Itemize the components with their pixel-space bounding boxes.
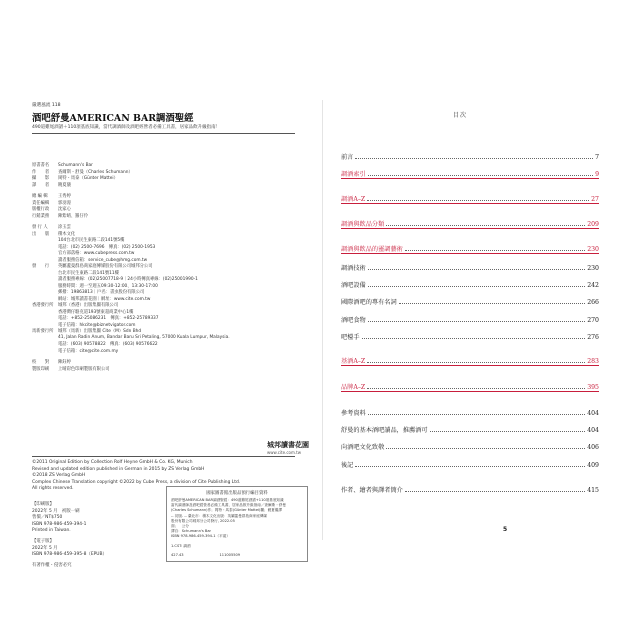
toc-title: 品牌A–Z: [341, 383, 366, 391]
info-label: 總 編 輯: [32, 194, 48, 200]
info-label: 攝 影: [32, 176, 50, 182]
toc-title: 基酒A–Z: [341, 358, 366, 366]
toc-page: 404: [587, 409, 599, 417]
toc-title: 參考資料: [341, 409, 366, 417]
toc-title: 調酒A–Z: [341, 195, 366, 203]
info-label: 校 對: [32, 360, 50, 366]
info-value: 41, Jalan Radin Anum, Bandar Baru Sri Petaling, 57000 Kuala Lumpur, Malaysia.: [58, 335, 230, 341]
copyright-rule: [32, 456, 295, 457]
toc-title: 調酒與飲品分類: [341, 221, 385, 229]
cip-line: 1.CST: 調酒: [171, 543, 191, 548]
contents-page: [322, 100, 627, 540]
info-label: 製版印刷: [32, 366, 50, 372]
info-row: [32, 366, 292, 373]
info-value: 讀者服務專線：(02)25007718-9｜24小時傳真專線：(02)25001990-1: [58, 277, 198, 283]
info-value: 上晴彩色印刷製版有限公司: [58, 366, 110, 372]
toc-leader: [405, 491, 585, 492]
info-value: 岡特・馬泰（Günter Mattei）: [58, 176, 118, 182]
page-number: 5: [503, 526, 508, 533]
toc-title: 調酒與飲品的靈調藝術: [341, 246, 403, 254]
info-value: 讀者服務信箱：service_cube@hmg.com.tw: [58, 257, 148, 263]
toc-title: 後記: [341, 461, 354, 469]
info-value: Schumann's Bar: [58, 162, 93, 168]
toc-entry: [341, 144, 599, 161]
edition-line: 【電子版】: [32, 538, 54, 544]
info-label: 馬新發行所: [32, 329, 54, 335]
edition-line: 2022年 5 月: [32, 545, 58, 551]
toc-spacer: [341, 469, 599, 477]
copyright-line: Complex Chinese Translation copyright ©2022 by Cube Press, a division of Cite Publishing Ltd.: [32, 479, 241, 485]
toc-page: 9: [595, 170, 599, 178]
toc-spacer: [341, 366, 599, 374]
toc-title: 向酒吧文化致敬: [341, 444, 385, 452]
toc-leader: [368, 175, 593, 176]
info-value: 城邦（馬新）出版集團 Cite（M）Sdn Bhd: [58, 329, 142, 335]
cip-line: 面； 公分: [171, 524, 189, 529]
cip-line: ISBN 978-986-459-394-1（平裝）: [171, 534, 230, 539]
toc-leader: [355, 158, 593, 159]
info-label: 譯 者: [32, 182, 50, 188]
toc-page: 266: [587, 299, 599, 307]
edition-line: 有著作權・侵害必究: [32, 562, 72, 568]
info-value: 電話：+852-25086231 傳真：+852-25789337: [58, 316, 159, 322]
publisher-logo: 城邦讀書花園: [267, 440, 309, 449]
edition-line: 售價／NT$750: [32, 515, 63, 521]
toc-page: 27: [591, 195, 599, 203]
toc-page: 7: [595, 154, 599, 162]
toc-title: 酒吧設備: [341, 282, 366, 290]
toc-entry: [341, 254, 599, 271]
toc-title: 調酒索引: [341, 170, 366, 178]
edition-info: [32, 502, 107, 569]
toc-page: 409: [587, 461, 599, 469]
info-value: 服務時間：週一至週五09:30-12:00、13:30-17:00: [58, 283, 158, 289]
copyright-line: Revised and updated edition published in German in 2015 by ZS Verlag GmbH: [32, 466, 205, 472]
cip-line: 當代調酒師及酒吧經營者必備工具書，居家品飲升級指南／查爾斯・舒曼: [171, 503, 286, 508]
toc-title: 調酒技術: [341, 264, 366, 272]
edition-line: ISBN 978-986-459-395-8（EPUB）: [32, 552, 107, 558]
info-value: 台北市民生東路二段141號11樓: [58, 270, 119, 276]
info-value: 陳紫晴、羅仔伶: [58, 213, 89, 219]
book-subtitle: 490道雞尾酒譜＋110項基底知識，當代調酒師及酒吧經營者必備工具書，居家品飲升級指南！: [32, 125, 221, 130]
toc-leader: [367, 362, 585, 363]
toc-leader: [368, 269, 585, 270]
info-label: 作 者: [32, 169, 50, 175]
publication-info: [32, 162, 292, 372]
toc-leader: [355, 466, 585, 467]
toc-page: 395: [587, 383, 599, 391]
toc-page: 415: [587, 487, 599, 495]
edition-line: Printed in Taiwan.: [32, 528, 71, 534]
info-value: 郵撥：19863813｜戶名：書虫股份有限公司: [58, 290, 145, 296]
cip-line: 酒吧舒曼AMERICAN BAR調酒聖經：490道雞尾酒譜+110項基底知識: [171, 498, 284, 502]
info-value: 郭羽漫: [58, 200, 71, 206]
info-value: 饒夏儀: [58, 182, 71, 188]
info-value: 電子信箱：hkcite@biznetvigator.com: [58, 322, 136, 328]
info-value: 積木文化: [58, 231, 76, 237]
toc-page: 404: [587, 427, 599, 435]
toc-leader: [386, 225, 585, 226]
toc-leader: [399, 303, 586, 304]
toc-entry: [341, 272, 599, 289]
info-label: 發 行: [32, 264, 50, 270]
toc-title: 前言: [341, 154, 354, 162]
cip-line: (Charles Schumann)作；岡特・馬泰(Günter Mattei)攝；饒夏儀譯: [171, 508, 282, 513]
toc-entry: [341, 434, 599, 451]
toc-leader: [368, 286, 585, 287]
toc-page: 276: [587, 333, 599, 341]
toc-spacer: [341, 179, 599, 187]
cip-box: [166, 486, 308, 562]
title-rule: [32, 133, 295, 134]
toc-entry: [341, 237, 599, 254]
info-label: 責任編輯: [32, 200, 50, 206]
toc-spacer: [341, 341, 599, 349]
info-label: 出 版: [32, 231, 50, 237]
toc-title: 舒曼的基本酒吧讀品，推薦酒可: [341, 427, 428, 435]
toc-spacer: [341, 204, 599, 212]
toc-page: 242: [587, 282, 599, 290]
toc-spacer: [341, 229, 599, 237]
info-value: 王秀婷: [58, 194, 71, 200]
info-value: 香港灣仔駱克道193號東超商業中心1樓: [58, 309, 134, 315]
toc-entry: [341, 417, 599, 434]
cip-line: 股份有限公司城邦分公司發行, 2022.05: [171, 518, 235, 523]
cip-title: 國家圖書館出版品預行編目資料: [206, 491, 268, 496]
edition-line: 【印刷版】: [32, 502, 54, 507]
toc-entry: [341, 324, 599, 341]
info-value: 英屬蓋曼群島商家庭傳媒股份有限公司城邦分公司: [58, 264, 153, 270]
toc-page: 406: [587, 444, 599, 452]
toc-title: 國際酒吧的專有名詞: [341, 299, 397, 307]
contents-heading: 目次: [453, 112, 468, 119]
toc-leader: [367, 200, 589, 201]
info-value: 網站：城邦讀書花園｜網址：www.cite.com.tw: [58, 296, 151, 302]
info-value: 電子信箱：cite@cite.com.my: [58, 348, 119, 354]
toc-entry: [341, 161, 599, 178]
toc-page: 230: [587, 264, 599, 272]
copyright-line: ©2011 Original Edition by Collection Rolf Heyne GmbH & Co. KG, Munich: [32, 460, 193, 465]
edition-line: 2022年 5 月 初版一刷: [32, 508, 80, 514]
toc-entry: [341, 451, 599, 468]
book-title: 酒吧舒曼AMERICAN BAR調酒聖經: [32, 113, 194, 124]
cip-line: -- 初版. -- 臺北市：積木文化出版：英屬蓋曼群島商家庭傳媒: [171, 513, 268, 518]
edition-line: ISBN 978-986-459-394-1: [32, 521, 87, 527]
cip-line: 427.43 111005509: [171, 552, 241, 557]
toc-leader: [405, 250, 585, 251]
table-of-contents: [341, 144, 599, 494]
info-value: 陳鈺婷: [58, 360, 71, 366]
copyright-line: All rights reserved.: [32, 486, 74, 492]
toc-entry: [341, 212, 599, 229]
info-value: 沈家心: [58, 207, 71, 213]
info-label: 版權行政: [32, 207, 50, 213]
toc-leader: [362, 338, 586, 339]
info-value: 電話：(02) 2500-7696 傳真：(02) 2500-1953: [58, 244, 156, 250]
copyright-page: [14, 100, 319, 568]
toc-entry: [341, 374, 599, 391]
toc-leader: [430, 431, 586, 432]
toc-leader: [368, 321, 585, 322]
toc-entry: [341, 400, 599, 417]
info-label: 行銷業務: [32, 213, 50, 219]
info-value: 城邦（香港）出版集團有限公司: [58, 303, 119, 309]
info-value: 電話：(603) 90578822 傳真：(603) 90576622: [58, 342, 158, 348]
toc-leader: [368, 414, 585, 415]
toc-page: 230: [587, 246, 599, 254]
toc-leader: [367, 388, 585, 389]
toc-leader: [386, 448, 585, 449]
toc-page: 270: [587, 316, 599, 324]
info-value: 官方部落格：www.cubepress.com.tw: [58, 251, 135, 257]
cip-lines: [171, 498, 303, 558]
publisher-url: www.cite.com.tw: [267, 450, 301, 455]
copyright-line: ©2018 ZS Verlag GmbH: [32, 473, 86, 479]
toc-title: 酒吧食物: [341, 316, 366, 324]
info-value: 查爾斯・舒曼（Charles Schumann）: [58, 169, 133, 175]
toc-entry: [341, 349, 599, 366]
toc-entry: [341, 306, 599, 323]
toc-entry: [341, 187, 599, 204]
series-label: 嚴選風流 118: [32, 103, 61, 108]
toc-page: 283: [587, 358, 599, 366]
toc-title: 吧檯手: [341, 333, 360, 341]
info-label: 發 行 人: [32, 225, 48, 231]
toc-entry: [341, 289, 599, 306]
cip-line: 譯自：Schumann's Bar: [171, 529, 211, 534]
info-value: 涂玉雲: [58, 225, 71, 231]
toc-title: 作者、繪者與譯者簡介: [341, 487, 403, 495]
toc-entry: [341, 477, 599, 494]
info-label: 原書書名: [32, 163, 50, 169]
toc-page: 209: [587, 221, 599, 229]
info-value: 104台北市民生東路二段141號5樓: [58, 238, 125, 244]
toc-spacer: [341, 392, 599, 400]
info-label: 香港發行所: [32, 303, 54, 309]
